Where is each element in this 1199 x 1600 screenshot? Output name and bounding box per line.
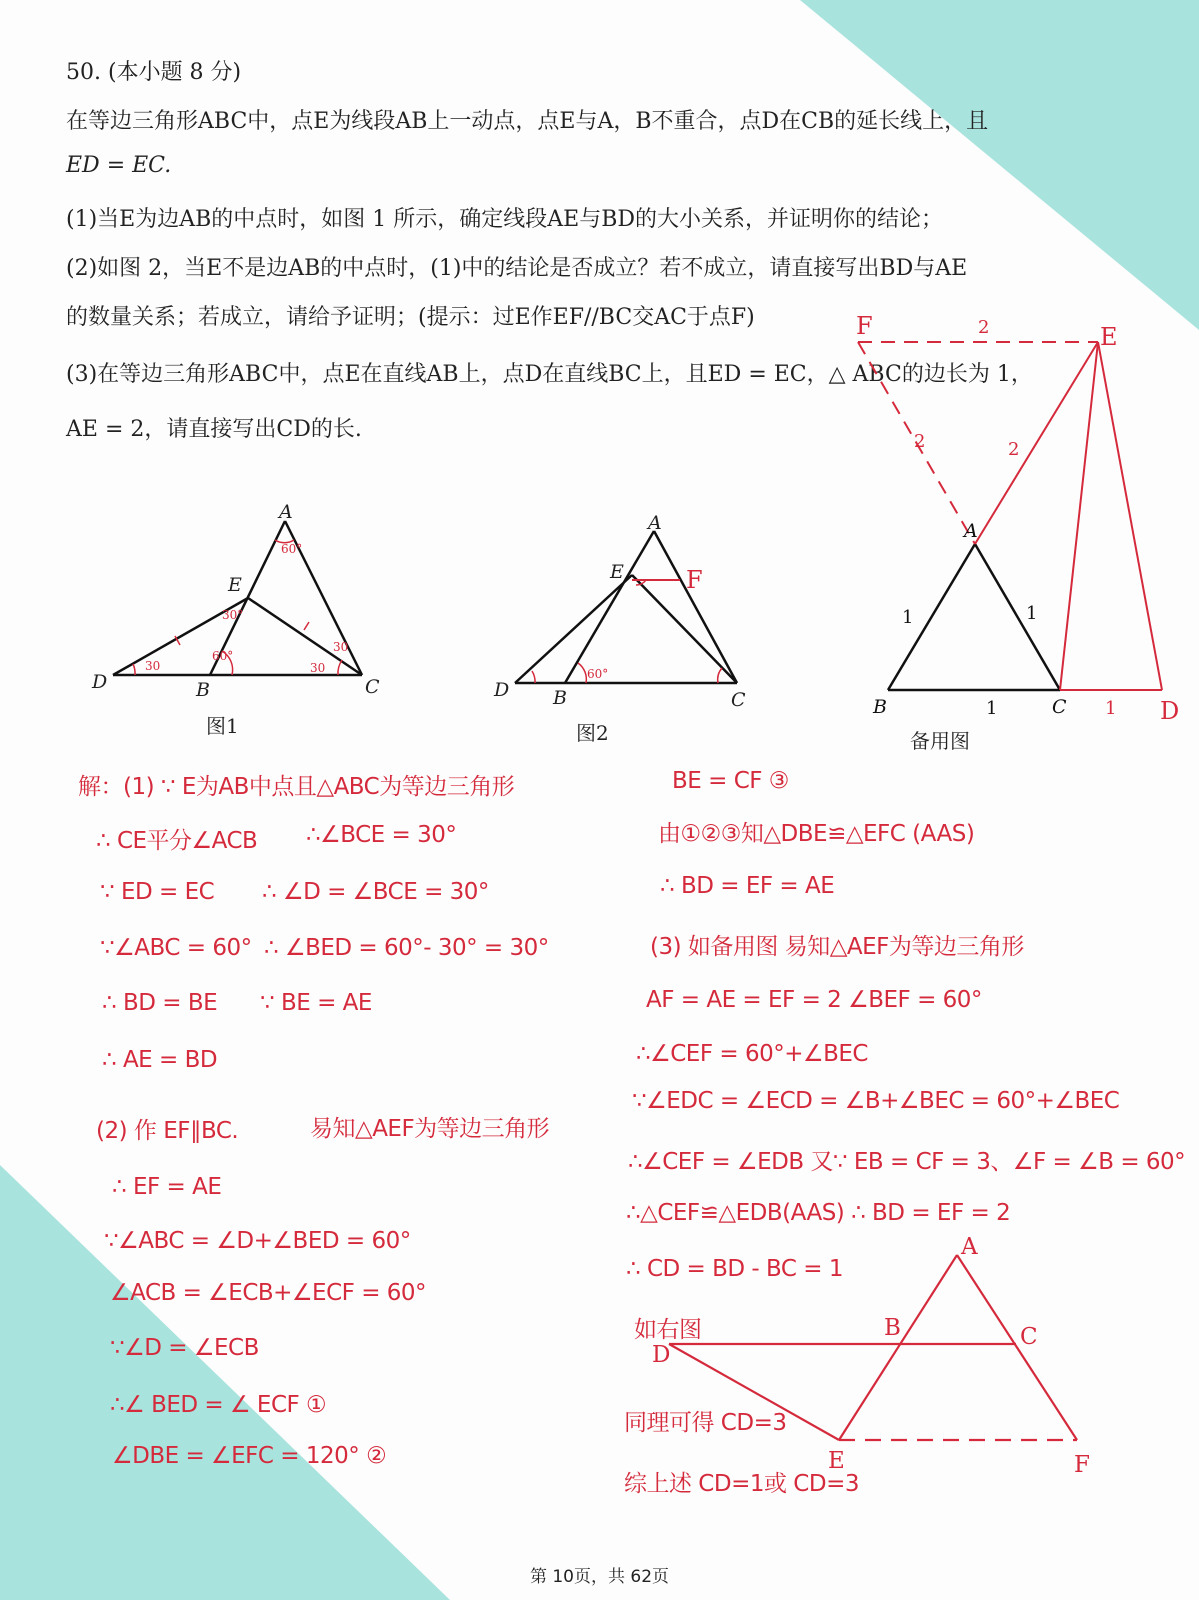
- sol-right-9: ∴ CD = BD - BC = 1: [626, 1256, 843, 1282]
- sol-left-14: ∠ACB = ∠ECB+∠ECF = 60°: [110, 1280, 427, 1306]
- sol-left-7: ∴ BD = BE: [102, 990, 218, 1016]
- problem-line-2: ED = EC.: [66, 153, 172, 178]
- fig2-angle-B: 60°: [587, 667, 609, 681]
- fig3-label-E: E: [1100, 323, 1118, 351]
- fig1-label-B: B: [196, 679, 210, 701]
- sol-left-15: ∵∠D = ∠ECB: [110, 1335, 259, 1361]
- sol-right-12: 综上述 CD=1或 CD=3: [624, 1471, 859, 1497]
- sol-right-8: ∴△CEF≌△EDB(AAS) ∴ BD = EF = 2: [626, 1200, 1011, 1226]
- fig3-len-CD: 1: [1105, 698, 1117, 719]
- sol-left-4: ∴ ∠D = ∠BCE = 30°: [262, 879, 489, 905]
- sol-right-2: ∴ BD = EF = AE: [660, 873, 835, 899]
- fig3-len-AB: 1: [902, 607, 914, 628]
- sol-left-1: ∴ CE平分∠ACB: [96, 828, 258, 854]
- fig3-label-A: A: [964, 520, 978, 542]
- fig2-caption: 图2: [576, 721, 609, 745]
- fig3-len-BC: 1: [986, 698, 998, 719]
- fig3-label-B: B: [873, 696, 887, 718]
- fig3-label-C: C: [1052, 696, 1067, 718]
- sol-left-3: ∵ ED = EC: [100, 879, 215, 905]
- fig2-label-D: D: [494, 679, 510, 701]
- problem-line-3: (1)当E为边AB的中点时，如图 1 所示，确定线段AE与BD的大小关系，并证明你的结论；: [66, 207, 944, 232]
- fig1-angle-E: 30°: [222, 608, 244, 622]
- fig1-label-E: E: [228, 574, 242, 596]
- fig2-label-E: E: [610, 561, 624, 583]
- fig1-label-A: A: [279, 501, 293, 523]
- problem-line-1: 在等边三角形ABC中，点E为线段AB上一动点，点E与A，B不重合，点D在CB的延长线上，且: [66, 109, 989, 134]
- page-footer: 第 10页，共 62页: [529, 1567, 670, 1587]
- fig3-len-FE: 2: [978, 317, 990, 338]
- fig4-label-A: A: [961, 1234, 978, 1260]
- fig1-angle-B: 60°: [212, 649, 234, 663]
- sol-right-11: 同理可得 CD=3: [624, 1410, 787, 1436]
- sol-right-3: (3) 如备用图 易知△AEF为等边三角形: [650, 934, 1024, 960]
- sol-left-12: ∴ EF = AE: [112, 1174, 222, 1200]
- fig4-label-B: B: [884, 1315, 901, 1341]
- fig2-label-A: A: [648, 512, 662, 534]
- sol-right-5: ∴∠CEF = 60°+∠BEC: [636, 1041, 868, 1067]
- fig3-len-FA: 2: [914, 431, 926, 452]
- fig1-angle-D: 30: [145, 659, 161, 673]
- sol-left-13: ∵∠ABC = ∠D+∠BED = 60°: [104, 1228, 411, 1254]
- sol-left-10: (2) 作 EF∥BC.: [96, 1118, 239, 1144]
- sol-left-6: ∴ ∠BED = 60°- 30° = 30°: [264, 935, 549, 961]
- fig2-label-C: C: [731, 689, 746, 711]
- fig1-angle-C2: 30: [333, 640, 349, 654]
- sol-right-6: ∵∠EDC = ∠ECD = ∠B+∠BEC = 60°+∠BEC: [632, 1088, 1120, 1114]
- problem-line-5: 的数量关系；若成立，请给予证明；(提示：过E作EF//BC交AC于点F): [66, 305, 755, 330]
- problem-line-4: (2)如图 2，当E不是边AB的中点时，(1)中的结论是否成立？若不成立，请直接写出BD与AE: [66, 256, 968, 281]
- sol-left-9: ∴ AE = BD: [102, 1047, 218, 1073]
- sol-left-0: 解：(1) ∵ E为AB中点且△ABC为等边三角形: [78, 774, 515, 800]
- fig3-len-AE: 2: [1008, 439, 1020, 460]
- sol-left-8: ∵ BE = AE: [260, 990, 372, 1016]
- sol-left-17: ∠DBE = ∠EFC = 120° ②: [112, 1443, 387, 1469]
- sol-right-4: AF = AE = EF = 2 ∠BEF = 60°: [646, 987, 982, 1013]
- sol-right-1: 由①②③知△DBE≌△EFC (AAS): [658, 821, 975, 847]
- fig3-label-D: D: [1160, 697, 1180, 725]
- problem-line-7: AE = 2，请直接写出CD的长.: [66, 417, 362, 442]
- fig4-label-E: E: [828, 1448, 845, 1474]
- fig3-len-AC: 1: [1026, 603, 1038, 624]
- fig2-label-F: F: [686, 566, 703, 594]
- sol-right-7: ∴∠CEF = ∠EDB 又∵ EB = CF = 3、∠F = ∠B = 60°: [628, 1149, 1186, 1175]
- fig1-label-D: D: [92, 671, 108, 693]
- sol-left-5: ∵∠ABC = 60°: [100, 935, 252, 961]
- fig3-caption: 备用图: [910, 729, 970, 753]
- fig1-angle-C1: 30: [310, 661, 326, 675]
- problem-line-6: (3)在等边三角形ABC中，点E在直线AB上，点D在直线BC上，且ED = EC，△ ABC的边长为 1，: [66, 362, 1033, 387]
- fig4-label-F: F: [1074, 1452, 1090, 1478]
- fig4-label-C: C: [1020, 1324, 1038, 1350]
- fig3-label-F: F: [856, 312, 873, 340]
- fig2-label-B: B: [553, 687, 567, 709]
- fig1-caption: 图1: [206, 714, 239, 738]
- sol-left-11: 易知△AEF为等边三角形: [310, 1116, 550, 1142]
- sol-left-16: ∴∠ BED = ∠ ECF ①: [110, 1392, 327, 1418]
- sol-right-0: BE = CF ③: [672, 768, 789, 794]
- fig1-label-C: C: [365, 676, 380, 698]
- fig1-angle-A: 60°: [281, 542, 303, 556]
- fig4-label-D: D: [652, 1342, 671, 1368]
- sol-left-2: ∴∠BCE = 30°: [306, 822, 457, 848]
- sol-right-10: 如右图: [634, 1317, 702, 1343]
- problem-header: 50. (本小题 8 分): [66, 60, 242, 85]
